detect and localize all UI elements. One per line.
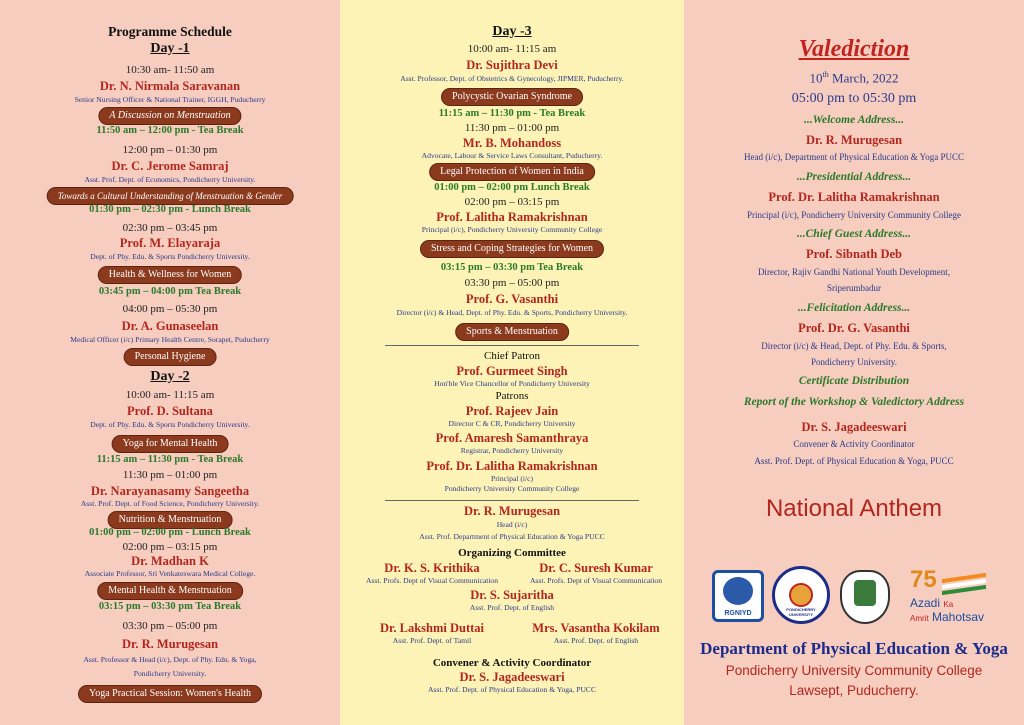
speaker: Dr. A. Gunaseelan [121, 319, 219, 333]
affiliation: Director (i/c) & Head, Dept. of Phy. Edu. & Sports, Pondicherry University. [396, 308, 628, 317]
topic-pill: Sports & Menstruation [455, 323, 569, 341]
topic-pill: Towards a Cultural Understanding of Menstruation & Gender [47, 187, 294, 205]
patron-aff: Pondicherry University Community College [444, 484, 580, 493]
azadi-75: 75 [910, 566, 937, 593]
committee-aff: Asst. Prof. Dept. of English [553, 636, 639, 645]
committee-aff: Asst. Profs. Dept of Visual Communication [365, 576, 499, 585]
patron-aff: Registrar, Pondicherry University [460, 446, 564, 455]
valediction-date [684, 70, 1024, 86]
time: 04:00 pm – 05:30 pm [122, 303, 218, 315]
topic-pill: Nutrition & Menstruation [108, 511, 233, 529]
convener-label: Convener & Activity Coordinator [432, 657, 592, 669]
convener-role: Convener & Activity Coordinator [793, 439, 915, 449]
topic-pill: A Discussion on Menstruation [98, 107, 241, 125]
chief-patron-label: Chief Patron [484, 350, 540, 362]
affiliation: Advocate, Labour & Service Laws Consultant, Puducherry. [421, 151, 603, 160]
felicitation-aff: Pondicherry University. [811, 357, 897, 367]
schedule-title: Programme Schedule [108, 24, 232, 39]
affiliation: Asst. Prof. Dept. of Food Science, Pondicherry University. [80, 499, 260, 508]
affiliation: Asst. Professor, Dept. of Obstetrics & Gynecology, JIPMER, Puducherry. [400, 74, 624, 83]
affiliation: Asst. Professor & Head (i/c), Dept. of Phy. Edu. & Yoga, [83, 655, 257, 664]
presidential-speaker: Prof. Dr. Lalitha Ramakrishnan [768, 190, 940, 204]
affiliation: Medical Officer (i/c) Primary Health Centre, Sorapet, Puducherry [70, 335, 270, 344]
break: 03:45 pm – 04:00 pm Tea Break [98, 286, 242, 297]
divider [385, 500, 639, 501]
affiliation: Principal (i/c), Pondicherry University Community College [421, 225, 603, 234]
speaker: Prof. M. Elayaraja [119, 236, 221, 250]
speaker: Dr. Madhan K [131, 554, 209, 568]
speaker: Prof. G. Vasanthi [465, 292, 559, 306]
topic-pill: Yoga for Mental Health [112, 435, 229, 453]
welcome-heading: ...Welcome Address... [804, 114, 904, 126]
report-heading: Report of the Workshop & Valedictory Address [743, 396, 965, 408]
patron-aff: Principal (i/c) [491, 474, 533, 483]
university-text: PONDICHERRY UNIVERSITY [786, 607, 816, 617]
break: 11:15 am – 11:30 pm - Tea Break [438, 108, 586, 119]
speaker: Dr. Sujithra Devi [466, 58, 558, 72]
amrit-label: Amrit [910, 614, 929, 623]
time: 10:30 am- 11:50 am [125, 64, 215, 76]
topic-pill: Yoga Practical Session: Women's Health [78, 685, 262, 703]
patron-name: Prof. Rajeev Jain [465, 404, 559, 418]
break: 11:15 am – 11:30 pm - Tea Break [96, 454, 244, 465]
middle-panel [340, 0, 684, 725]
emblem-shield [854, 580, 876, 606]
date-day: 10 [809, 70, 823, 86]
break: 01:00 pm – 02:00 pm - Lunch Break [89, 527, 251, 538]
rgniyd-logo [712, 570, 764, 622]
convener-aff: Asst. Prof. Dept. of Physical Education & Yoga, PUCC [754, 456, 954, 466]
time: 03:30 pm – 05:00 pm [122, 620, 218, 632]
break: 01:00 pm – 02:00 pm Lunch Break [434, 182, 590, 193]
right-panel [684, 0, 1024, 725]
convener-aff: Asst. Prof. Dept. of Physical Education & Yoga, PUCC [427, 685, 597, 694]
certificate-heading: Certificate Distribution [798, 375, 910, 387]
speaker: Mr. B. Mohandoss [462, 136, 562, 150]
time: 10:00 am- 11:15 am [467, 43, 557, 55]
welcome-speaker: Dr. R. Murugesan [805, 133, 903, 147]
break: 03:15 pm – 03:30 pm Tea Break [440, 262, 584, 273]
convener-name: Dr. S. Jagadeeswari [459, 670, 565, 684]
affiliation: Pondicherry University. [133, 669, 207, 678]
rgniyd-emblem [723, 577, 753, 605]
committee-member: Dr. S. Sujaritha [470, 588, 554, 602]
speaker: Dr. Narayanasamy Sangeetha [90, 484, 250, 498]
time: 11:30 pm – 01:00 pm [464, 122, 560, 134]
azadi-ka-amrit-mahotsav-logo [908, 566, 998, 626]
date-suffix: th [822, 70, 829, 79]
speaker: Dr. C. Jerome Samraj [111, 159, 229, 173]
convener-name: Dr. S. Jagadeeswari [801, 420, 907, 434]
chief-guest-aff: Director, Rajiv Gandhi National Youth Development, [757, 267, 951, 277]
mahotsav-label: Mahotsav [932, 610, 985, 624]
affiliation: Asst. Prof. Dept. of Economics, Pondicherry University. [84, 175, 256, 184]
break: 01:30 pm – 02:30 pm - Lunch Break [89, 204, 251, 215]
time: 02:30 pm – 03:45 pm [122, 222, 218, 234]
day3-heading: Day -3 [492, 24, 532, 39]
presidential-heading: ...Presidential Address... [796, 171, 912, 183]
speaker: Dr. N. Nirmala Saravanan [99, 79, 241, 93]
felicitation-speaker: Prof. Dr. G. Vasanthi [798, 321, 910, 335]
felicitation-aff: Director (i/c) & Head, Dept. of Phy. Edu. & Sports, [761, 341, 947, 351]
patron-name: Prof. Amaresh Samanthraya [435, 431, 589, 445]
chief-patron-name: Prof. Gurmeet Singh [456, 364, 568, 378]
national-anthem: National Anthem [765, 495, 943, 522]
pondicherry-university-logo [772, 566, 830, 624]
time: 11:30 pm – 01:00 pm [122, 469, 218, 481]
day1-heading: Day -1 [150, 41, 190, 56]
speaker: Dr. R. Murugesan [121, 637, 219, 651]
committee-member: Dr. Lakshmi Duttai [379, 621, 485, 635]
time: 10:00 am- 11:15 am [125, 389, 215, 401]
left-panel [0, 0, 340, 725]
topic-pill: Legal Protection of Women in India [429, 163, 595, 181]
chief-guest-heading: ...Chief Guest Address... [797, 228, 911, 240]
department-name: Department of Physical Education & Yoga [700, 639, 1008, 658]
day2-heading: Day -2 [150, 369, 190, 384]
welcome-aff: Head (i/c), Department of Physical Education & Yoga PUCC [744, 152, 964, 162]
rgniyd-text: RGNIYD [724, 610, 752, 617]
time: 12:00 pm – 01:30 pm [122, 144, 218, 156]
date-rest: March, 2022 [828, 70, 899, 86]
college-emblem-logo [840, 570, 890, 624]
college-place: Lawsept, Puducherry. [789, 683, 919, 698]
head-name: Dr. R. Murugesan [463, 504, 561, 518]
azadi-word [910, 596, 953, 610]
time: 02:00 pm – 03:15 pm [122, 541, 218, 553]
topic-pill: Personal Hygiene [124, 348, 217, 366]
chief-guest-speaker: Prof. Sibnath Deb [806, 247, 902, 261]
speaker: Prof. D. Sultana [127, 404, 213, 418]
college-name: Pondicherry University Community College [725, 663, 983, 678]
head-role: Head (i/c) [496, 520, 528, 529]
ka-label: Ka [943, 600, 954, 609]
valediction-time: 05:00 pm to 05:30 pm [791, 91, 917, 106]
break: 03:15 pm – 03:30 pm Tea Break [98, 601, 242, 612]
committee-aff: Asst. Profs. Dept of Visual Communication [529, 576, 663, 585]
amrit-mahotsav-word [910, 610, 984, 624]
affiliation: Dept. of Phy. Edu. & Sports Pondicherry University. [90, 252, 250, 261]
committee-member: Dr. K. S. Krithika [384, 561, 480, 575]
committee-member: Mrs. Vasantha Kokilam [532, 621, 660, 635]
committee-member: Dr. C. Suresh Kumar [539, 561, 653, 575]
patrons-label: Patrons [495, 390, 529, 402]
valediction-title: Valediction [798, 36, 910, 62]
patron-aff: Director C & CR, Pondicherry University [448, 419, 576, 428]
chief-guest-aff: Sriperumbadur [827, 283, 881, 293]
head-aff: Asst. Prof. Department of Physical Education & Yoga PUCC [419, 532, 605, 541]
azadi-label: Azadi [910, 596, 941, 610]
organizing-committee-label: Organizing Committee [458, 547, 566, 559]
affiliation: Senior Nursing Officer & National Trainer, IGGH, Puducherry [74, 95, 266, 104]
presidential-aff: Principal (i/c), Pondicherry University Community College [747, 210, 961, 220]
topic-pill: Polycystic Ovarian Syndrome [441, 88, 583, 106]
affiliation: Associate Professor, Sri Venkateswara Medical College. [84, 569, 256, 578]
chief-patron-aff: Hon'ble Vice Chancellor of Pondicherry University [434, 379, 590, 388]
committee-aff: Asst. Prof. Dept. of Tamil [392, 636, 472, 645]
topic-pill: Health & Wellness for Women [98, 266, 242, 284]
break: 11:50 am – 12:00 pm - Tea Break [96, 125, 244, 136]
committee-aff: Asst. Prof. Dept. of English [469, 603, 555, 612]
topic-pill: Mental Health & Menstruation [97, 582, 243, 600]
speaker: Prof. Lalitha Ramakrishnan [436, 210, 588, 224]
divider [385, 345, 639, 346]
time: 02:00 pm – 03:15 pm [464, 196, 560, 208]
felicitation-heading: ...Felicitation Address... [797, 302, 911, 314]
patron-name: Prof. Dr. Lalitha Ramakrishnan [426, 459, 598, 473]
time: 03:30 pm – 05:00 pm [464, 277, 560, 289]
affiliation: Dept. of Phy. Edu. & Sports Pondicherry University. [90, 420, 250, 429]
topic-pill: Stress and Coping Strategies for Women [420, 240, 604, 258]
university-emblem [789, 583, 813, 607]
